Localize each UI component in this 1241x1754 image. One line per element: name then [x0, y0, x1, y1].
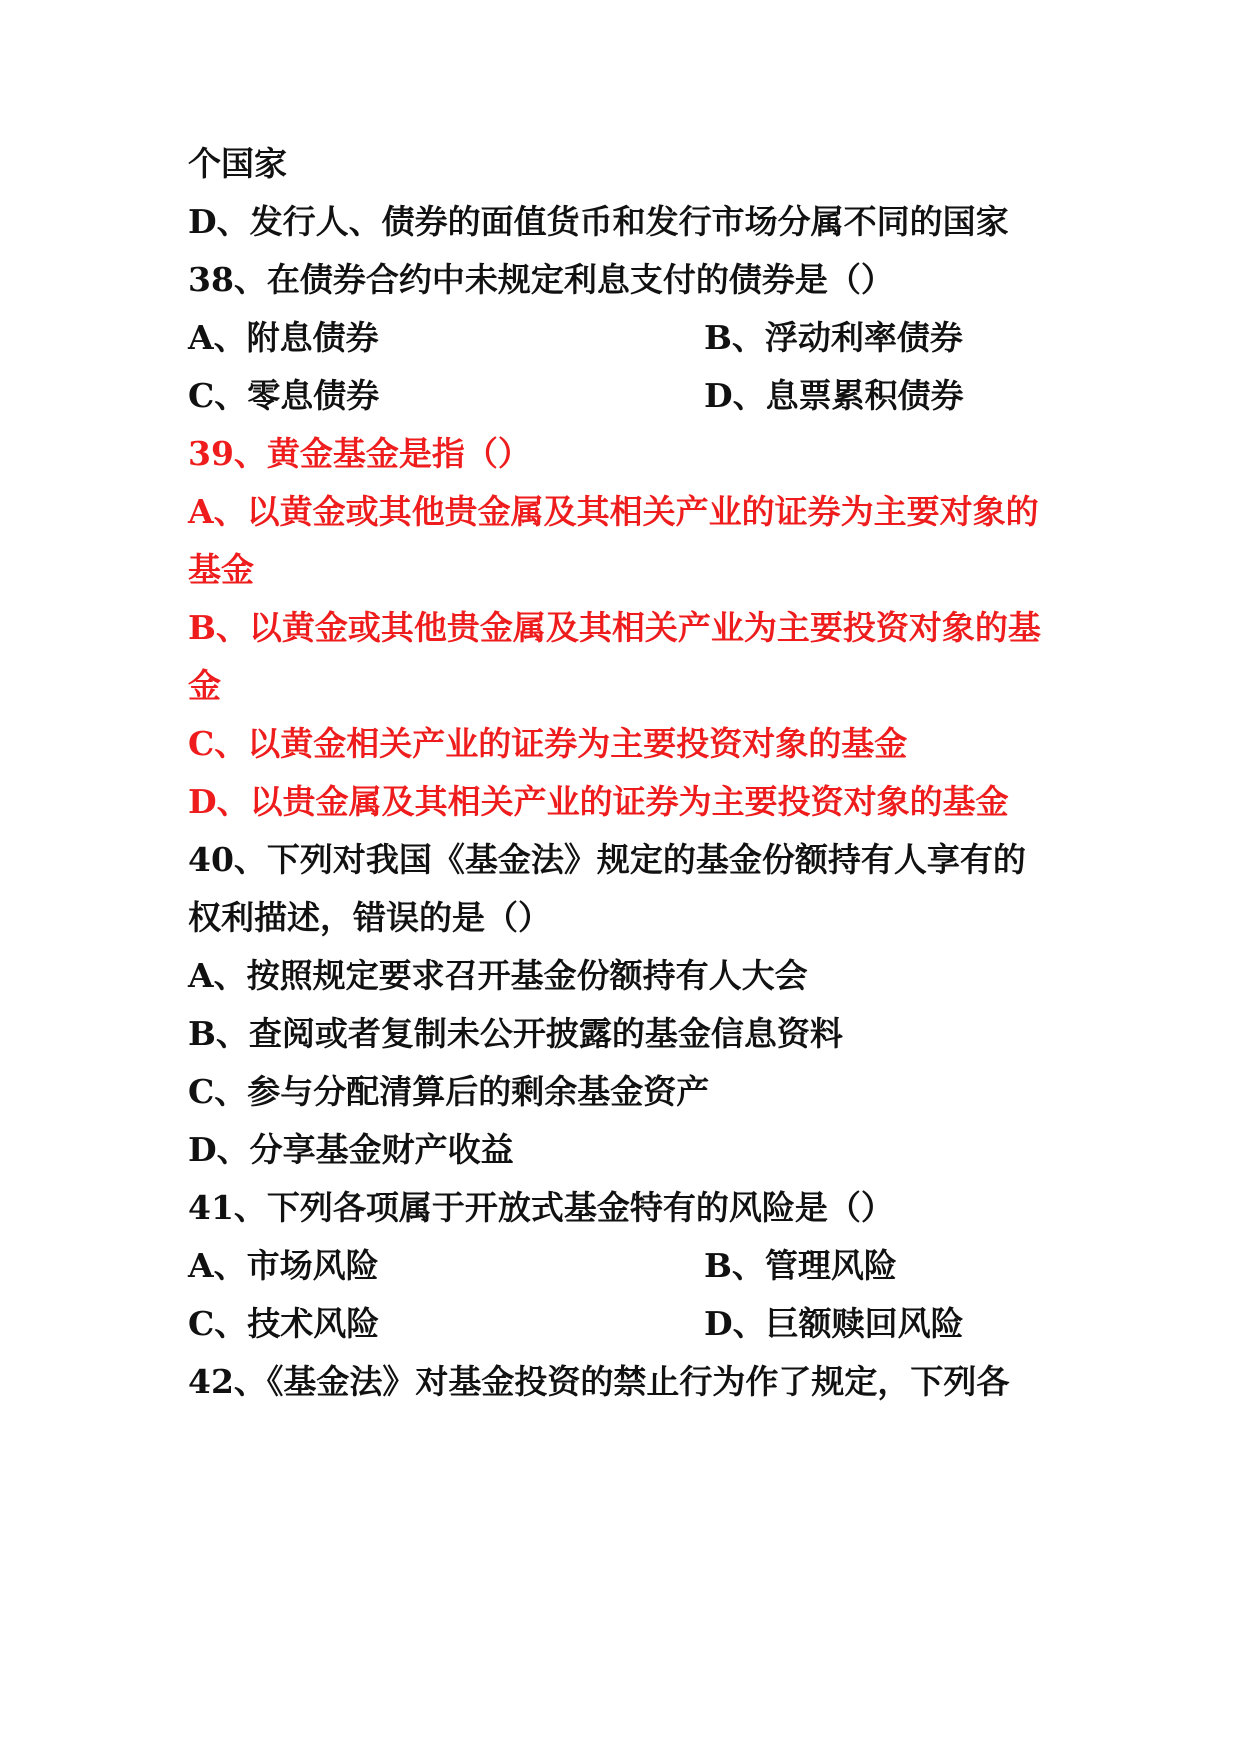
line-text: C、以黄金相关产业的证券为主要投资对象的基金 [188, 724, 908, 763]
line-text: C、参与分配清算后的剩余基金资产 [188, 1072, 710, 1111]
option-line [188, 489, 1039, 535]
line-text: 40、下列对我国《基金法》规定的基金份额持有人享有的 [188, 840, 1026, 879]
option-row [188, 373, 964, 419]
line-text: 41、下列各项属于开放式基金特有的风险是（） [188, 1188, 894, 1227]
question-40 [188, 837, 1026, 883]
option-line [188, 1069, 709, 1115]
option-c: C、零息债券 [188, 376, 380, 415]
option-line [188, 199, 1009, 245]
question-42 [188, 1359, 1009, 1405]
line-text: A、以黄金或其他贵金属及其相关产业的证券为主要对象的 [188, 492, 1039, 531]
option-row [188, 1301, 964, 1347]
question-38 [188, 257, 894, 303]
option-line [188, 953, 808, 999]
line-text: 38、在债券合约中未规定利息支付的债券是（） [188, 260, 894, 299]
question-40-continued [188, 895, 551, 941]
line-text: 42、《基金法》对基金投资的禁止行为作了规定，下列各 [188, 1362, 1010, 1401]
line-text: D、以贵金属及其相关产业的证券为主要投资对象的基金 [188, 782, 1009, 821]
line-text: A、按照规定要求召开基金份额持有人大会 [188, 956, 808, 995]
line-text: D、分享基金财产收益 [188, 1130, 514, 1169]
option-d: D、巨额赎回风险 [704, 1304, 964, 1343]
question-39 [188, 431, 531, 477]
option-line [188, 1127, 514, 1173]
option-row [188, 315, 963, 361]
option-a: A、附息债券 [188, 318, 379, 357]
option-line [188, 779, 1009, 825]
option-c: C、技术风险 [188, 1304, 380, 1343]
option-line [188, 605, 1041, 651]
option-d: D、息票累积债券 [704, 376, 964, 415]
option-a: A、市场风险 [188, 1246, 379, 1285]
option-line-continued [188, 547, 254, 593]
question-41 [188, 1185, 894, 1231]
option-line-continued [188, 663, 221, 709]
line-text: 权利描述，错误的是（） [188, 898, 551, 937]
line-text: B、查阅或者复制未公开披露的基金信息资料 [188, 1014, 843, 1053]
line-text: B、以黄金或其他贵金属及其相关产业为主要投资对象的基 [188, 608, 1041, 647]
line-text: 个国家 [188, 144, 287, 183]
line-text: 基金 [188, 550, 254, 589]
line-text: 39、黄金基金是指（） [188, 434, 531, 473]
option-line [188, 1011, 843, 1057]
option-b: B、管理风险 [704, 1246, 897, 1285]
text-line [188, 141, 287, 187]
option-b: B、浮动利率债券 [704, 318, 963, 357]
line-text: D、发行人、债券的面值货币和发行市场分属不同的国家 [188, 202, 1009, 241]
option-line [188, 721, 907, 767]
line-text: 金 [188, 666, 221, 705]
option-row [188, 1243, 897, 1289]
